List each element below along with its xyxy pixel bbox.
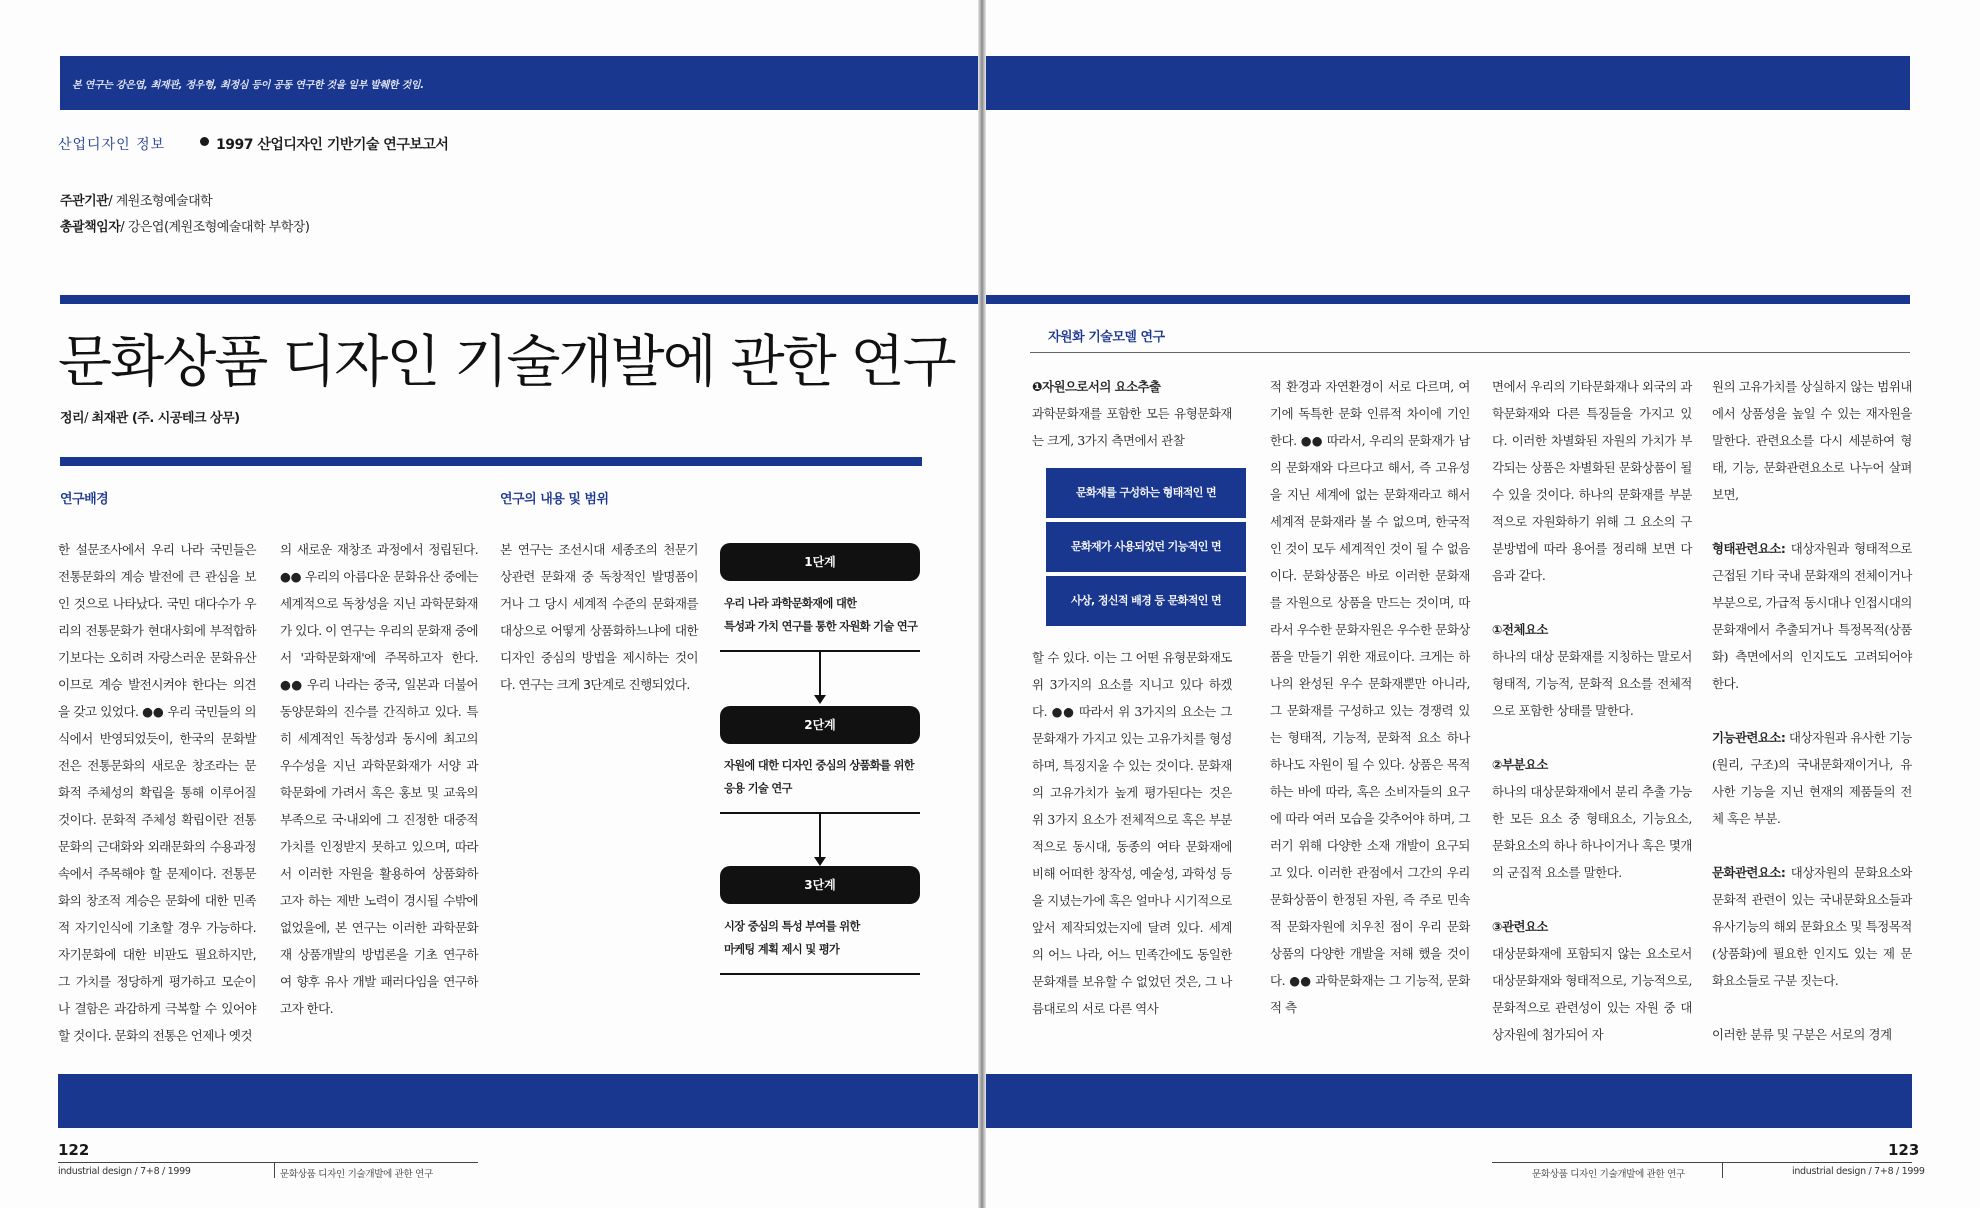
stage-1-desc-line1: 우리 나라 과학문화재에 대한	[724, 597, 857, 610]
stage-3-desc-line1: 시장 중심의 특성 부여를 위한	[724, 920, 860, 933]
top-band-right	[986, 56, 1910, 110]
related-form-text: 대상자원과 형태적으로 근접된 기타 국내 문화재의 전체이거나 부분으로, 가급적 동시대나 인접시대의 문화재에서 추출되거나 특정목적(상품화) 측면에서의 인지도도 고려되어야 한다.	[1712, 541, 1912, 691]
byline-label: 정리	[60, 411, 85, 426]
spacer	[1712, 994, 1912, 1021]
body-column-4	[1712, 373, 1912, 1048]
spacer	[1712, 832, 1912, 859]
body-column-2	[280, 536, 478, 1022]
paragraph	[1712, 535, 1912, 697]
org-info: 주관기관/ 계원조형예술대학	[60, 194, 213, 209]
page-number-right: 123	[1888, 1141, 1920, 1159]
body-column-1	[1032, 373, 1232, 454]
related-function-label: 기능관련요소:	[1712, 730, 1786, 745]
stage-2-desc-line2: 응용 기술 연구	[724, 782, 792, 795]
stage-3-description	[724, 915, 924, 961]
bullet-icon	[200, 137, 209, 146]
bottom-band-right	[986, 1074, 1912, 1128]
subheading-element-extraction: ❶자원으로서의 요소추출	[1032, 379, 1161, 394]
flow-arrow-icon	[819, 814, 821, 858]
paragraph: 하나의 대상 문화재를 지칭하는 말로서 형태적, 기능적, 문화적 요소를 전체적으로 포함한 상태를 말한다.	[1492, 649, 1692, 718]
aspect-box-function: 문화재가 사용되었던 기능적인 면	[1046, 522, 1246, 572]
flow-arrow-icon	[819, 652, 821, 696]
aspect-box-culture: 사상, 정신적 배경 등 문화적인 면	[1046, 576, 1246, 626]
body-column-3	[500, 536, 698, 698]
lead-value: 강은엽(계원조형예술대학 부학장)	[127, 220, 310, 235]
top-note: 본 연구는 강은엽, 최재관, 정우형, 최정심 등이 공동 연구한 것을 일부 발췌한 것임.	[72, 80, 424, 91]
section-heading-scope: 연구의 내용 및 범위	[500, 492, 609, 507]
spacer	[1492, 589, 1692, 616]
body-column-2	[1270, 373, 1470, 1021]
stage-2-pill: 2단계	[720, 706, 920, 744]
byline: 정리/ 최재관 (주. 시공테크 상무)	[60, 411, 240, 426]
section-heading-model: 자원화 기술모델 연구	[1048, 330, 1165, 345]
paragraph: 면에서 우리의 기타문화재나 외국의 과학문화재와 다른 특징들을 가지고 있다. 이러한 차별화된 자원의 가치가 부각되는 상품은 차별화된 문화상품이 될 수 있을 것이다. 하나의 문화재를 부분적으로 자원화하기 위해 그 요소의 구분방법에 따라 용어를 정리해 보면 다음과 같다.	[1492, 379, 1692, 583]
paragraph: 대상문화재에 포함되지 않는 요소로서 대상문화재와 형태적으로, 기능적으로, 문화적으로 관련성이 있는 자원 중 대상자원에 첨가되어 자	[1492, 946, 1692, 1042]
lead-label: 총괄책임자	[60, 220, 121, 235]
paragraph: 이러한 분류 및 구분은 서로의 경계	[1712, 1027, 1892, 1042]
paragraph: 적 환경과 자연환경이 서로 다르며, 여기에 독특한 문화 인류적 차이에 기인한다. ●● 따라서, 우리의 문화재가 남의 문화재와 다르다고 해서, 즉 고유성을 지닌 세계에 없는 문화재라고 해서 세계적 문화재라 볼 수 없으며, 한국적인 것이 모두 세계적인 것이 될 수 없음이다. 문화상품은 바로 이러한 문화재를 자원으로 상품을 만드는 것이며, 따라서 우수한 문화자원은 우수한 문화상품을 만들기 위한 재료이다. 크게는 하나의 완성된 우수 문화재뿐만 아니라, 그 문화재를 구성하고 있는 경쟁력 있는 형태적, 기능적, 문화적 요소 하나 하나도 자원이 될 수 있다. 상품은 목적하는 바에 따라, 혹은 소비자들의 요구에 따라 여러 모습을 갖추어야 하며, 그러기 위해 다양한 소재 개발이 요구되고 있다. 이러한 관점에서 그간의 우리 문화상품이 한정된 자원, 즉 주로 민속적 문화자원에 치우친 점이 우리 문화상품의 다양한 개발을 저해 했을 것이다. ●● 과학문화재는 그 기능적, 문화적 측	[1270, 379, 1470, 1015]
stage-1-pill: 1단계	[720, 543, 920, 581]
related-form-label: 형태관련요소:	[1712, 541, 1786, 556]
paragraph: 과학문화재를 포함한 모든 유형문화재는 크게, 3가지 측면에서 관찰	[1032, 406, 1232, 448]
footer-magazine: industrial design / 7+8 / 1999	[58, 1166, 191, 1177]
related-function-text: 대상자원과 유사한 기능(원리, 구조)의 국내문화재이거나, 유사한 기능을 지닌 현재의 제품들의 전체 혹은 부분.	[1712, 730, 1912, 826]
article-title: 문화상품 디자인 기술개발에 관한 연구	[58, 330, 955, 395]
spacer	[1492, 886, 1692, 913]
section-rule-top	[986, 295, 1910, 304]
stage-1-description	[724, 592, 924, 638]
report-label: 1997 산업디자인 기반기술 연구보고서	[216, 137, 449, 153]
paragraph	[1712, 724, 1912, 832]
org-label: 주관기관	[60, 194, 109, 209]
byline-value: 최재관 (주. 시공테크 상무)	[91, 411, 240, 426]
org-value: 계원조형예술대학	[115, 194, 213, 209]
footer-title: 문화상품 디자인 기술개발에 관한 연구	[280, 1169, 433, 1180]
footer-rule	[58, 1162, 478, 1163]
spacer	[1712, 697, 1912, 724]
right-page	[986, 0, 1980, 1208]
book-gutter	[978, 0, 986, 1208]
title-rule-top	[60, 295, 978, 304]
body-column-1	[58, 536, 256, 1049]
paragraph: 원의 고유가치를 상실하지 않는 범위내에서 상품성을 높일 수 있는 재자원을 말한다. 관련요소를 다시 세분하여 형태, 기능, 문화관련요소로 나누어 살펴보면,	[1712, 379, 1912, 502]
title-rule-bottom	[60, 457, 922, 466]
bottom-band-left	[58, 1074, 978, 1128]
lead-info: 총괄책임자/ 강은엽(계원조형예술대학 부학장)	[60, 220, 310, 235]
paragraph: 의 새로운 재창조 과정에서 정립된다. ●● 우리의 아름다운 문화유산 중에는 세계적으로 독창성을 지닌 과학문화재가 있다. 이 연구는 우리의 문화재 중에서 '과학문화재'에 주목하고자 한다. ●● 우리 나라는 중국, 일본과 더불어 동양문화의 진수를 간직하고 있다. 특히 세계적인 독창성과 동시에 최고의 우수성을 지닌 과학문화재가 서양 과학문화에 가려서 혹은 홍보 및 교육의 부족으로 국·내외에 그 진정한 대중적 가치를 인정받지 못하고 있으며, 따라서 이러한 자원을 활용하여 상품화하고자 하는 제반 노력이 경시될 수밖에 없었을에, 본 연구는 이러한 과학문화재 상품개발의 방법론을 기초 연구하여 향후 유사 개발 패러다임을 연구하고자 한다.	[280, 542, 478, 1016]
left-page	[0, 0, 978, 1208]
subheading-partial-element: ②부분요소	[1492, 757, 1548, 772]
paragraph: 하나의 대상문화재에서 분리 추출 가능한 모든 요소 중 형태요소, 기능요소, 문화요소의 하나 하나이거나 혹은 몇개의 군집적 요소를 말한다.	[1492, 784, 1692, 880]
section-rule-thin	[1030, 352, 1910, 353]
paragraph: 할 수 있다. 이는 그 어떤 유형문화재도 위 3가지의 요소를 지니고 있다 하겠다. ●● 따라서 위 3가지의 요소는 그 문화재가 가지고 있는 고유가치를 형성하며, 특징지울 수 있는 것이다. 문화재의 고유가치가 높게 평가된다는 것은 위 3가지 요소가 전체적으로 혹은 부분적으로 동시대, 동종의 여타 문화재에 비해 어떠한 창작성, 예술성, 과학성 등을 지녔는가에 혹은 얼마나 시기적으로 앞서 제작되었는지에 달려 있다. 세계의 어느 나라, 어느 민족간에도 동일한 문화재를 보유할 수 없었던 것은, 그 나름대로의 서로 다른 역사	[1032, 650, 1232, 1016]
footer-title: 문화상품 디자인 기술개발에 관한 연구	[1532, 1169, 1685, 1180]
related-culture-label: 문화관련요소:	[1712, 865, 1786, 880]
related-culture-text: 대상자원의 문화요소와 문화적 관련이 있는 국내문화요소들과 유사기능의 해외 문화요소 및 특정목적(상품화)에 필요한 인지도 있는 제 문화요소들로 구분 짓는다.	[1712, 865, 1912, 988]
stage-2-description	[724, 754, 924, 800]
aspect-box-form: 문화재를 구성하는 형태적인 면	[1046, 468, 1246, 518]
spacer	[1492, 724, 1692, 751]
stage-3-rule	[720, 973, 920, 975]
page-number-left: 122	[58, 1141, 90, 1159]
body-column-3	[1492, 373, 1692, 1048]
brand-logo: 산업디자인 정보	[58, 137, 166, 153]
footer-divider	[274, 1162, 275, 1178]
paragraph: 본 연구는 조선시대 세종조의 천문기상관련 문화재 중 독창적인 발명품이거나 그 당시 세계적 수준의 문화재를 대상으로 어떻게 상품화하느냐에 대한 디자인 중심의 방법을 제시하는 것이다. 연구는 크게 3단계로 진행되었다.	[500, 542, 698, 692]
subheading-whole-element: ①전체요소	[1492, 622, 1548, 637]
body-column-1-continued	[1032, 644, 1232, 1022]
stage-2-desc-line1: 자원에 대한 디자인 중심의 상품화를 위한	[724, 759, 914, 772]
stage-3-pill: 3단계	[720, 866, 920, 904]
stage-1-desc-line2: 특성과 가치 연구를 통한 자원화 기술 연구	[724, 620, 918, 633]
stage-3-desc-line2: 마케팅 계획 제시 및 평가	[724, 943, 840, 956]
footer-divider	[1722, 1162, 1723, 1178]
section-heading-background: 연구배경	[60, 492, 109, 507]
spacer	[1712, 508, 1912, 535]
footer-rule	[1492, 1162, 1912, 1163]
paragraph	[1712, 859, 1912, 994]
footer-magazine: industrial design / 7+8 / 1999	[1792, 1166, 1925, 1177]
paragraph: 한 설문조사에서 우리 나라 국민들은 전통문화의 계승 발전에 큰 관심을 보인 것으로 나타났다. 국민 대다수가 우리의 전통문화가 현대사회에 부적합하기보다는 오히려 자랑스러운 문화유산이므로 계승 발전시켜야 한다는 의견을 갖고 있었다. ●● 우리 국민들의 의식에서 반영되었듯이, 한국의 문화발전은 전통문화의 새로운 창조라는 문화적 주체성의 확립을 통해 이루어질 것이다. 문화적 주체성 확립이란 전통문화의 근대화와 외래문화의 수용과정 속에서 주목해야 할 문제이다. 전통문화의 창조적 계승은 문화에 대한 민족적 자기인식에 기초할 경우 가능하다. 자기문화에 대한 비판도 필요하지만, 그 가치를 정당하게 평가하고 모순이나 결함은 과감하게 극복할 수 있어야 할 것이다. 문화의 전통은 언제나 옛것	[58, 542, 256, 1043]
subheading-related-element: ③관련요소	[1492, 919, 1548, 934]
